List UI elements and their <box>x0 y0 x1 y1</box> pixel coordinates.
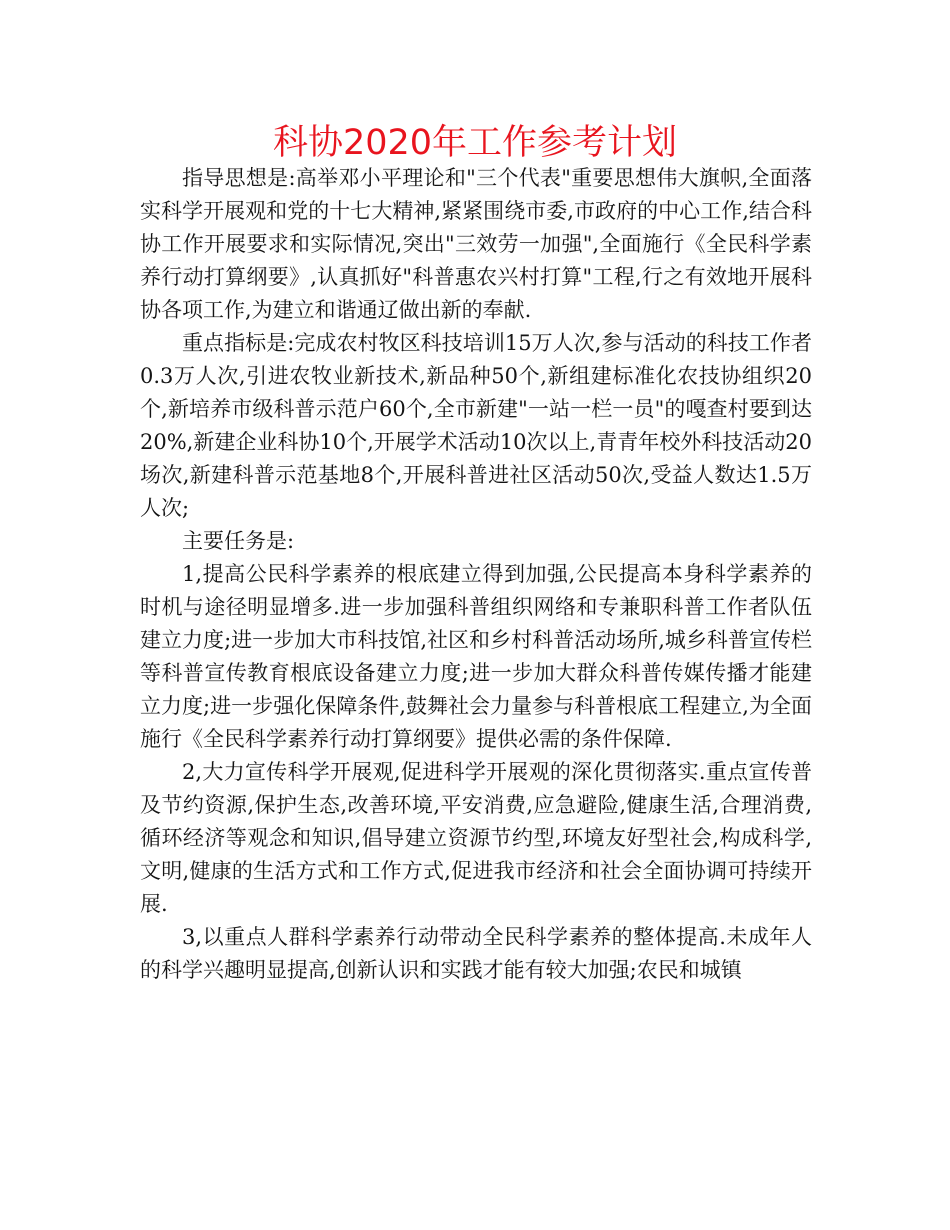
paragraph-task-3: 3,以重点人群科学素养行动带动全民科学素养的整体提高.未成年人的科学兴趣明显提高,创新认识和实践才能有较大加强;农民和城镇 <box>140 925 812 982</box>
paragraph-guiding-ideology: 指导思想是:高举邓小平理论和"三个代表"重要思想伟大旗帜,全面落实科学开展观和党的十七大精神,紧紧围绕市委,市政府的中心工作,结合科协工作开展要求和实际情况,突出"三效劳一加强",全面施行《全民科学素养行动打算纲要》,认真抓好"科普惠农兴村打算"工程,行之有效地开展科协各项工作,为建立和谐通辽做出新的奉献. <box>140 166 812 322</box>
paragraph-task-1: 1,提高公民科学素养的根底建立得到加强,公民提高本身科学素养的时机与途径明显增多.进一步加强科普组织网络和专兼职科普工作者队伍建立力度;进一步加大市科技馆,社区和乡村科普活动场所,城乡科普宣传栏等科普宣传教育根底设备建立力度;进一步加大群众科普传媒传播才能建立力度;进一步强化保障条件,鼓舞社会力量参与科普根底工程建立,为全面施行《全民科学素养行动打算纲要》提供必需的条件保障. <box>140 562 812 751</box>
document-title: 科协2020年工作参考计划 <box>272 123 678 163</box>
document-body <box>140 162 812 987</box>
paragraph-main-tasks-heading: 主要任务是: <box>182 529 295 553</box>
paragraph-key-indicators: 重点指标是:完成农村牧区科技培训15万人次,参与活动的科技工作者0.3万人次,引进农牧业新技术,新品种50个,新组建标准化农技协组织20个,新培养市级科普示范户60个,全市新建"一站一栏一员"的嘎查村要到达20%,新建企业科协10个,开展学术活动10次以上,青青年校外科技活动20场次,新建科普示范基地8个,开展科普进社区活动50次,受益人数达1.5万人次; <box>140 331 812 520</box>
paragraph-task-2: 2,大力宣传科学开展观,促进科学开展观的深化贯彻落实.重点宣传普及节约资源,保护生态,改善环境,平安消费,应急避险,健康生活,合理消费,循环经济等观念和知识,倡导建立资源节约型,环境友好型社会,构成科学,文明,健康的生活方式和工作方式,促进我市经济和社会全面协调可持续开展. <box>140 760 812 916</box>
